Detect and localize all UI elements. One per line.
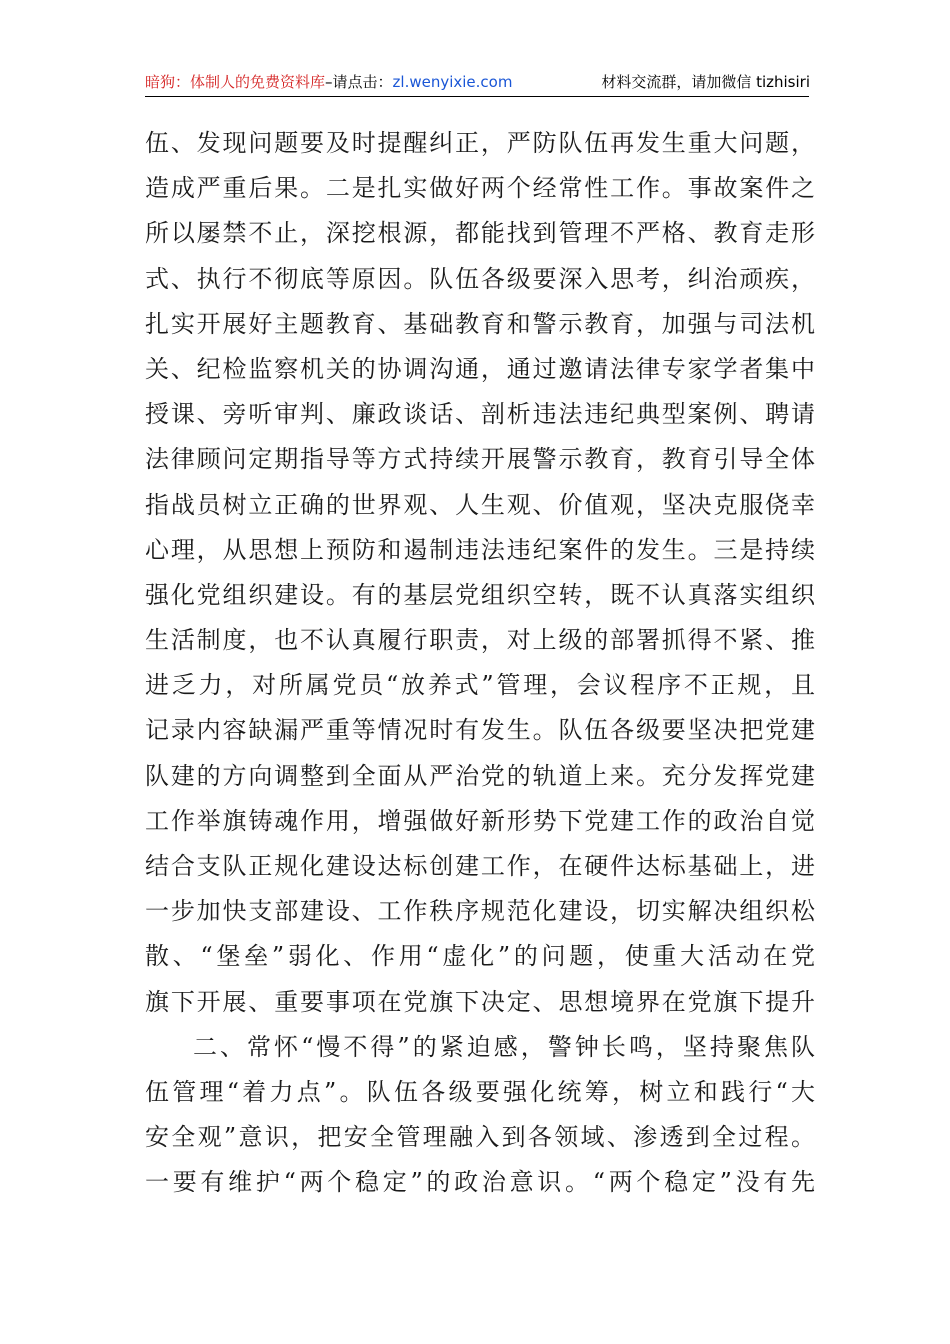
header-brand: 暗狗：体制人的免费资料库 (145, 72, 326, 91)
text-line: 授课、旁听审判、廉政谈话、剖析违法违纪典型案例、聘请 (145, 400, 815, 429)
text-line: 生活制度，也不认真履行职责，对上级的部署抓得不紧、推 (145, 626, 815, 655)
header-divider (145, 96, 809, 97)
text-line: 散、“堡垒”弱化、作用“虚化”的问题，使重大活动在党 (145, 942, 815, 971)
header-contact: 材料交流群，请加微信 tizhisiri (601, 72, 810, 91)
header-separator: –请点击： (325, 72, 393, 91)
text-line: 伍、发现问题要及时提醒纠正，严防队伍再发生重大问题， (145, 129, 815, 157)
section-heading-line: 二、常怀“慢不得”的紧迫感，警钟长鸣，坚持聚焦队 (193, 1032, 815, 1061)
text-line: 旗下开展、重要事项在党旗下决定、思想境界在党旗下提升 (145, 987, 815, 1016)
text-line: 工作举旗铸魂作用，增强做好新形势下党建工作的政治自觉 (145, 806, 815, 835)
text-line: 队建的方向调整到全面从严治党的轨道上来。充分发挥党建 (145, 761, 815, 790)
text-line: 记录内容缺漏严重等情况时有发生。队伍各级要坚决把党建 (145, 716, 815, 745)
text-line: 伍管理“着力点”。队伍各级要强化统筹，树立和践行“大 (145, 1077, 815, 1106)
text-line: 指战员树立正确的世界观、人生观、价值观，坚决克服侥幸 (145, 490, 815, 519)
document-body (145, 121, 815, 1206)
text-line: 安全观”意识，把安全管理融入到各领域、渗透到全过程。 (145, 1123, 815, 1152)
text-line: 心理，从思想上预防和遏制违法违纪案件的发生。三是持续 (145, 535, 815, 564)
header-link[interactable]: zl.wenyixie.com (392, 72, 513, 91)
text-line: 扎实开展好主题教育、基础教育和警示教育，加强与司法机 (145, 309, 815, 338)
text-line: 关、纪检监察机关的协调沟通，通过邀请法律专家学者集中 (145, 354, 815, 383)
text-line: 一要有维护“两个稳定”的政治意识。“两个稳定”没有先 (145, 1168, 815, 1197)
text-line: 所以屡禁不止，深挖根源，都能找到管理不严格、教育走形 (145, 219, 815, 248)
text-line: 一步加快支部建设、工作秩序规范化建设，切实解决组织松 (145, 897, 815, 926)
text-line: 强化党组织建设。有的基层党组织空转，既不认真落实组织 (145, 580, 815, 609)
text-line: 法律顾问定期指导等方式持续开展警示教育，教育引导全体 (145, 445, 815, 474)
text-line: 结合支队正规化建设达标创建工作，在硬件达标基础上，进 (145, 852, 815, 880)
text-line: 造成严重后果。二是扎实做好两个经常性工作。事故案件之 (145, 174, 815, 203)
page-header (145, 66, 810, 96)
text-line: 式、执行不彻底等原因。队伍各级要深入思考，纠治顽疾， (145, 264, 815, 293)
text-line: 进乏力，对所属党员“放养式”管理，会议程序不正规，且 (145, 671, 815, 700)
